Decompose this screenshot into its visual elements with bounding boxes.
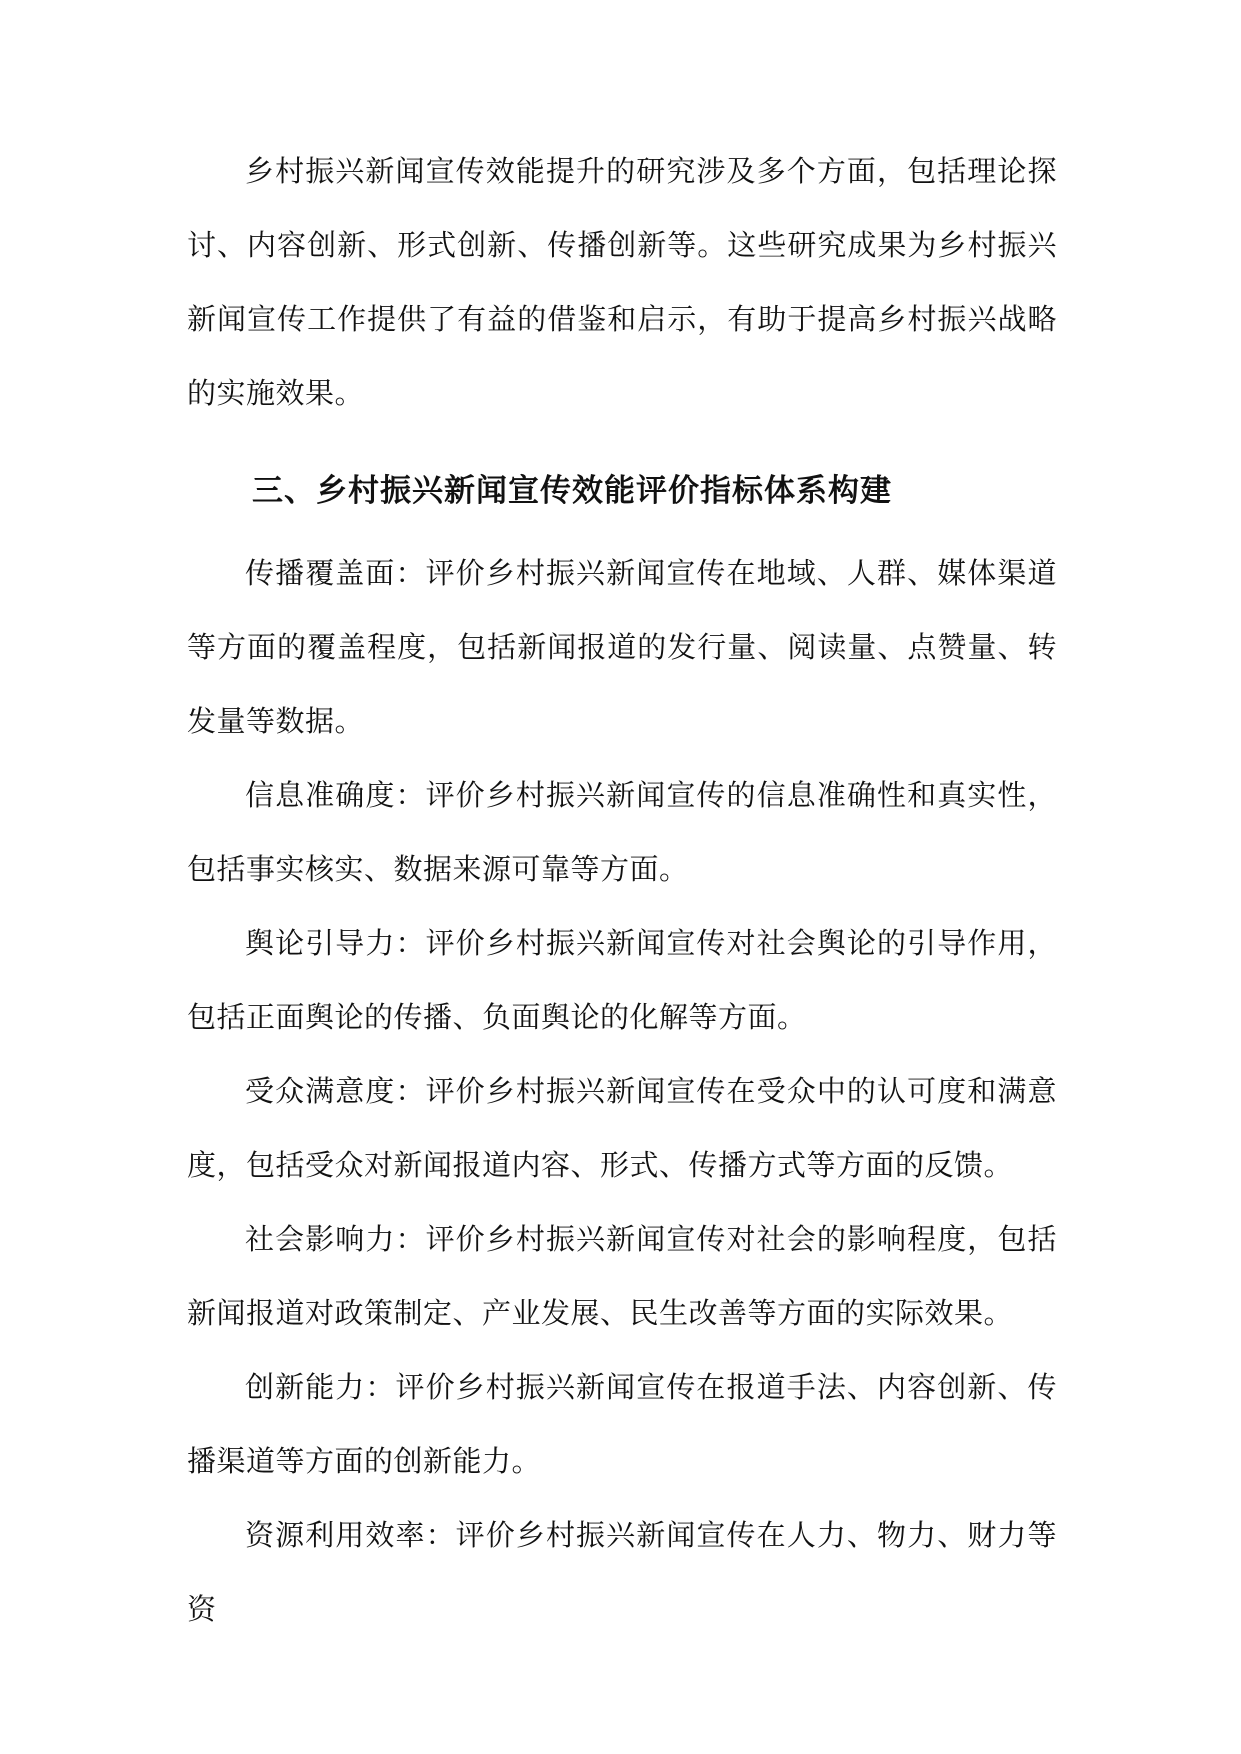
section-heading: 三、乡村振兴新闻宣传效能评价指标体系构建: [252, 473, 892, 509]
paragraph-influence: 社会影响力：评价乡村振兴新闻宣传对社会的影响程度，包括新闻报道对政策制定、产业发展、民生改善等方面的实际效果。: [187, 1222, 1057, 1330]
paragraph-innovation: 创新能力：评价乡村振兴新闻宣传在报道手法、内容创新、传播渠道等方面的创新能力。: [187, 1370, 1057, 1478]
paragraph-resource-efficiency: 资源利用效率：评价乡村振兴新闻宣传在人力、物力、财力等资: [187, 1518, 1057, 1626]
intro-paragraph: 乡村振兴新闻宣传效能提升的研究涉及多个方面，包括理论探讨、内容创新、形式创新、传播创新等。这些研究成果为乡村振兴新闻宣传工作提供了有益的借鉴和启示，有助于提高乡村振兴战略的实施效果。: [187, 154, 1057, 410]
paragraph-accuracy: 信息准确度：评价乡村振兴新闻宣传的信息准确性和真实性，包括事实核实、数据来源可靠等方面。: [187, 778, 1057, 886]
paragraph-guidance: 舆论引导力：评价乡村振兴新闻宣传对社会舆论的引导作用，包括正面舆论的传播、负面舆论的化解等方面。: [187, 926, 1057, 1034]
paragraph-coverage: 传播覆盖面：评价乡村振兴新闻宣传在地域、人群、媒体渠道等方面的覆盖程度，包括新闻报道的发行量、阅读量、点赞量、转发量等数据。: [187, 556, 1057, 738]
paragraph-satisfaction: 受众满意度：评价乡村振兴新闻宣传在受众中的认可度和满意度，包括受众对新闻报道内容、形式、传播方式等方面的反馈。: [187, 1074, 1057, 1182]
document-body: [187, 134, 1057, 1646]
